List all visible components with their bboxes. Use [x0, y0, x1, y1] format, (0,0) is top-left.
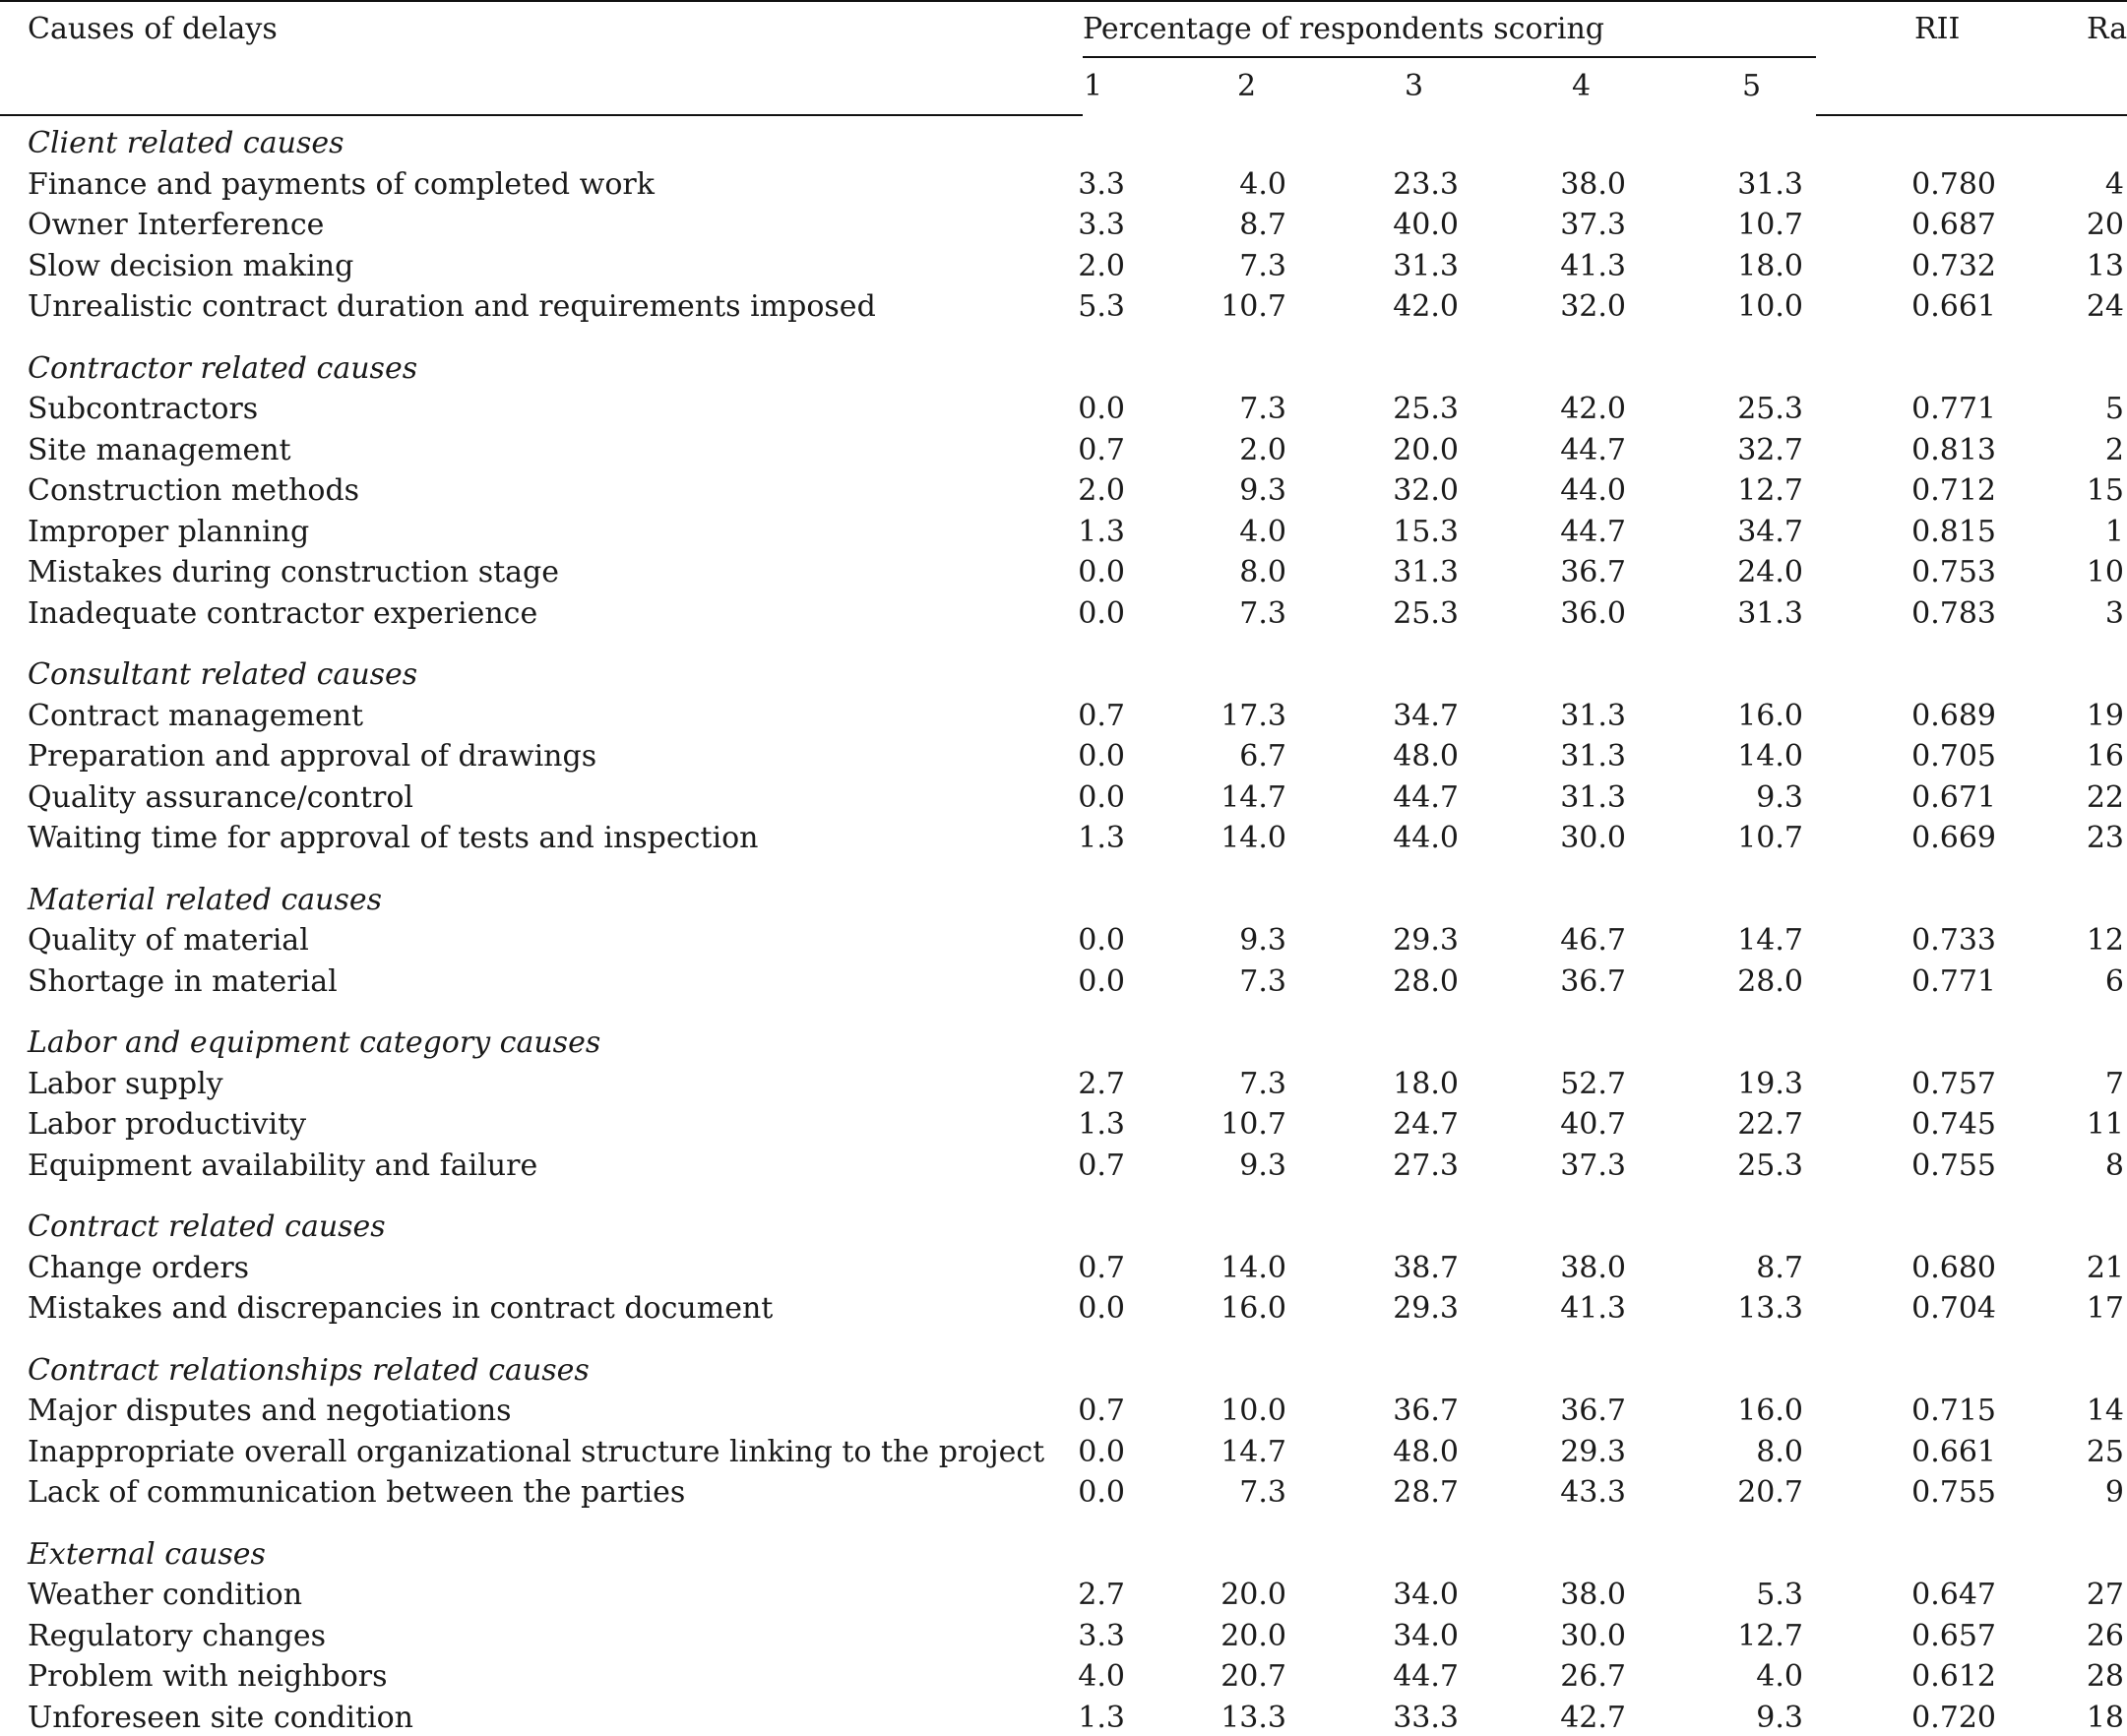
- rii-cell: 0.732: [1911, 249, 1996, 283]
- cause-label: Improper planning: [28, 515, 310, 549]
- score-4-cell: 38.0: [1560, 1251, 1626, 1285]
- rank-cell: 5: [2104, 392, 2124, 426]
- score-3-cell: 25.3: [1393, 392, 1459, 426]
- rank-cell: 25: [2086, 1435, 2124, 1469]
- score-3-cell: 31.3: [1393, 555, 1459, 589]
- category-heading: External causes: [28, 1537, 266, 1572]
- score-2-cell: 14.0: [1220, 821, 1286, 855]
- score-4-cell: 38.0: [1560, 167, 1626, 202]
- rank-cell: 27: [2086, 1578, 2124, 1612]
- rank-cell: 8: [2104, 1148, 2124, 1183]
- header-score-5: 5: [1742, 69, 1762, 103]
- category-heading: Client related causes: [28, 126, 344, 160]
- score-1-cell: 3.3: [1078, 167, 1125, 202]
- rii-cell: 0.715: [1911, 1394, 1996, 1428]
- score-5-cell: 4.0: [1756, 1659, 1803, 1694]
- header-rule-right: [1816, 114, 2127, 116]
- rank-cell: 15: [2086, 473, 2124, 508]
- score-1-cell: 0.7: [1078, 433, 1125, 467]
- score-1-cell: 1.3: [1078, 1701, 1125, 1735]
- rank-cell: 13: [2086, 249, 2124, 283]
- score-1-cell: 2.0: [1078, 249, 1125, 283]
- score-2-cell: 20.0: [1220, 1578, 1286, 1612]
- category-heading: Labor and equipment category causes: [28, 1025, 601, 1060]
- cause-label: Unrealistic contract duration and requirements imposed: [28, 289, 876, 324]
- score-5-cell: 8.0: [1756, 1435, 1803, 1469]
- rii-cell: 0.661: [1911, 289, 1996, 324]
- rank-cell: 1: [2104, 515, 2124, 549]
- rii-cell: 0.687: [1911, 208, 1996, 242]
- rank-cell: 26: [2086, 1619, 2124, 1653]
- category-heading: Contract relationships related causes: [28, 1353, 590, 1388]
- score-5-cell: 28.0: [1737, 964, 1803, 999]
- cause-label: Lack of communication between the parties: [28, 1475, 686, 1510]
- rank-cell: 21: [2086, 1251, 2124, 1285]
- score-4-cell: 42.0: [1560, 392, 1626, 426]
- header-rank: Ra: [2087, 12, 2127, 46]
- score-4-cell: 36.7: [1560, 964, 1626, 999]
- score-3-cell: 42.0: [1393, 289, 1459, 324]
- rii-cell: 0.704: [1911, 1291, 1996, 1326]
- score-4-cell: 30.0: [1560, 821, 1626, 855]
- rank-cell: 2: [2104, 433, 2124, 467]
- rank-cell: 14: [2086, 1394, 2124, 1428]
- score-2-cell: 7.3: [1239, 1475, 1286, 1510]
- cause-label: Inappropriate overall organizational structure linking to the project: [28, 1435, 1045, 1469]
- score-3-cell: 34.0: [1393, 1619, 1459, 1653]
- score-2-cell: 7.3: [1239, 392, 1286, 426]
- rank-cell: 10: [2086, 555, 2124, 589]
- score-4-cell: 44.0: [1560, 473, 1626, 508]
- score-3-cell: 48.0: [1393, 739, 1459, 774]
- score-2-cell: 4.0: [1239, 515, 1286, 549]
- score-4-cell: 36.7: [1560, 555, 1626, 589]
- rii-cell: 0.712: [1911, 473, 1996, 508]
- score-1-cell: 0.7: [1078, 699, 1125, 733]
- rii-cell: 0.720: [1911, 1701, 1996, 1735]
- cause-label: Preparation and approval of drawings: [28, 739, 597, 774]
- score-2-cell: 6.7: [1239, 739, 1286, 774]
- rii-cell: 0.705: [1911, 739, 1996, 774]
- rank-cell: 20: [2086, 208, 2124, 242]
- score-1-cell: 3.3: [1078, 1619, 1125, 1653]
- cause-label: Owner Interference: [28, 208, 325, 242]
- score-1-cell: 0.0: [1078, 392, 1125, 426]
- score-3-cell: 23.3: [1393, 167, 1459, 202]
- score-1-cell: 1.3: [1078, 515, 1125, 549]
- rii-cell: 0.671: [1911, 780, 1996, 815]
- score-4-cell: 52.7: [1560, 1067, 1626, 1101]
- score-5-cell: 10.0: [1737, 289, 1803, 324]
- category-heading: Consultant related causes: [28, 657, 418, 692]
- score-2-cell: 13.3: [1220, 1701, 1286, 1735]
- rii-cell: 0.612: [1911, 1659, 1996, 1694]
- score-2-cell: 9.3: [1239, 1148, 1286, 1183]
- rank-cell: 9: [2104, 1475, 2124, 1510]
- rii-cell: 0.755: [1911, 1475, 1996, 1510]
- rii-cell: 0.815: [1911, 515, 1996, 549]
- rii-cell: 0.647: [1911, 1578, 1996, 1612]
- score-2-cell: 20.0: [1220, 1619, 1286, 1653]
- rii-cell: 0.813: [1911, 433, 1996, 467]
- rii-cell: 0.753: [1911, 555, 1996, 589]
- score-1-cell: 1.3: [1078, 821, 1125, 855]
- score-2-cell: 20.7: [1220, 1659, 1286, 1694]
- score-5-cell: 25.3: [1737, 392, 1803, 426]
- score-5-cell: 14.0: [1737, 739, 1803, 774]
- rank-cell: 4: [2104, 167, 2124, 202]
- cause-label: Labor supply: [28, 1067, 223, 1101]
- score-3-cell: 34.7: [1393, 699, 1459, 733]
- cause-label: Problem with neighbors: [28, 1659, 388, 1694]
- score-4-cell: 44.7: [1560, 515, 1626, 549]
- cause-label: Inadequate contractor experience: [28, 596, 538, 631]
- cause-label: Weather condition: [28, 1578, 303, 1612]
- rii-cell: 0.757: [1911, 1067, 1996, 1101]
- score-3-cell: 31.3: [1393, 249, 1459, 283]
- rank-cell: 19: [2086, 699, 2124, 733]
- score-5-cell: 10.7: [1737, 821, 1803, 855]
- score-1-cell: 0.0: [1078, 1435, 1125, 1469]
- cause-label: Change orders: [28, 1251, 250, 1285]
- score-4-cell: 26.7: [1560, 1659, 1626, 1694]
- score-3-cell: 28.7: [1393, 1475, 1459, 1510]
- rank-cell: 24: [2086, 289, 2124, 324]
- score-2-cell: 16.0: [1220, 1291, 1286, 1326]
- score-2-cell: 7.3: [1239, 964, 1286, 999]
- header-score-4: 4: [1572, 69, 1592, 103]
- score-3-cell: 38.7: [1393, 1251, 1459, 1285]
- score-2-cell: 9.3: [1239, 473, 1286, 508]
- score-5-cell: 10.7: [1737, 208, 1803, 242]
- score-4-cell: 30.0: [1560, 1619, 1626, 1653]
- score-1-cell: 0.0: [1078, 1475, 1125, 1510]
- rank-cell: 12: [2086, 923, 2124, 958]
- score-3-cell: 28.0: [1393, 964, 1459, 999]
- category-heading: Contract related causes: [28, 1209, 386, 1244]
- cause-label: Slow decision making: [28, 249, 354, 283]
- score-2-cell: 14.0: [1220, 1251, 1286, 1285]
- rii-cell: 0.771: [1911, 392, 1996, 426]
- score-5-cell: 32.7: [1737, 433, 1803, 467]
- cause-label: Waiting time for approval of tests and inspection: [28, 821, 759, 855]
- rank-cell: 7: [2104, 1067, 2124, 1101]
- score-5-cell: 31.3: [1737, 167, 1803, 202]
- score-1-cell: 0.0: [1078, 739, 1125, 774]
- score-5-cell: 16.0: [1737, 699, 1803, 733]
- score-4-cell: 46.7: [1560, 923, 1626, 958]
- score-4-cell: 31.3: [1560, 699, 1626, 733]
- header-score-3: 3: [1405, 69, 1424, 103]
- category-heading: Contractor related causes: [28, 351, 418, 386]
- header-causes: Causes of delays: [28, 12, 278, 46]
- score-1-cell: 0.0: [1078, 923, 1125, 958]
- cause-label: Subcontractors: [28, 392, 259, 426]
- cause-label: Mistakes and discrepancies in contract document: [28, 1291, 774, 1326]
- score-5-cell: 24.0: [1737, 555, 1803, 589]
- score-1-cell: 1.3: [1078, 1107, 1125, 1142]
- rank-cell: 16: [2086, 739, 2124, 774]
- rank-cell: 28: [2086, 1659, 2124, 1694]
- score-3-cell: 25.3: [1393, 596, 1459, 631]
- cause-label: Labor productivity: [28, 1107, 307, 1142]
- cause-label: Shortage in material: [28, 964, 338, 999]
- rii-cell: 0.745: [1911, 1107, 1996, 1142]
- score-4-cell: 37.3: [1560, 1148, 1626, 1183]
- score-4-cell: 41.3: [1560, 1291, 1626, 1326]
- score-5-cell: 20.7: [1737, 1475, 1803, 1510]
- score-2-cell: 2.0: [1239, 433, 1286, 467]
- score-2-cell: 14.7: [1220, 1435, 1286, 1469]
- score-2-cell: 7.3: [1239, 249, 1286, 283]
- score-1-cell: 3.3: [1078, 208, 1125, 242]
- score-2-cell: 10.0: [1220, 1394, 1286, 1428]
- header-rii: RII: [1914, 12, 1961, 46]
- rank-cell: 11: [2086, 1107, 2124, 1142]
- cause-label: Mistakes during construction stage: [28, 555, 559, 589]
- score-5-cell: 9.3: [1756, 1701, 1803, 1735]
- score-2-cell: 14.7: [1220, 780, 1286, 815]
- score-1-cell: 4.0: [1078, 1659, 1125, 1694]
- score-1-cell: 2.0: [1078, 473, 1125, 508]
- score-3-cell: 40.0: [1393, 208, 1459, 242]
- rii-cell: 0.783: [1911, 596, 1996, 631]
- rii-cell: 0.771: [1911, 964, 1996, 999]
- score-1-cell: 0.0: [1078, 1291, 1125, 1326]
- cause-label: Construction methods: [28, 473, 360, 508]
- score-5-cell: 5.3: [1756, 1578, 1803, 1612]
- header-rule-left: [0, 114, 1083, 116]
- cause-label: Finance and payments of completed work: [28, 167, 655, 202]
- cause-label: Major disputes and negotiations: [28, 1394, 512, 1428]
- cause-label: Regulatory changes: [28, 1619, 326, 1653]
- rank-cell: 6: [2104, 964, 2124, 999]
- score-1-cell: 0.7: [1078, 1148, 1125, 1183]
- score-5-cell: 9.3: [1756, 780, 1803, 815]
- score-2-cell: 17.3: [1220, 699, 1286, 733]
- rii-cell: 0.680: [1911, 1251, 1996, 1285]
- score-1-cell: 0.7: [1078, 1251, 1125, 1285]
- rank-cell: 17: [2086, 1291, 2124, 1326]
- score-5-cell: 19.3: [1737, 1067, 1803, 1101]
- score-4-cell: 31.3: [1560, 739, 1626, 774]
- score-5-cell: 31.3: [1737, 596, 1803, 631]
- score-1-cell: 5.3: [1078, 289, 1125, 324]
- score-3-cell: 24.7: [1393, 1107, 1459, 1142]
- score-1-cell: 0.7: [1078, 1394, 1125, 1428]
- score-5-cell: 34.7: [1737, 515, 1803, 549]
- cause-label: Equipment availability and failure: [28, 1148, 538, 1183]
- score-5-cell: 22.7: [1737, 1107, 1803, 1142]
- score-4-cell: 42.7: [1560, 1701, 1626, 1735]
- score-3-cell: 29.3: [1393, 1291, 1459, 1326]
- score-4-cell: 43.3: [1560, 1475, 1626, 1510]
- score-3-cell: 34.0: [1393, 1578, 1459, 1612]
- score-3-cell: 44.0: [1393, 821, 1459, 855]
- top-rule: [0, 0, 2127, 2]
- score-4-cell: 32.0: [1560, 289, 1626, 324]
- score-3-cell: 33.3: [1393, 1701, 1459, 1735]
- score-1-cell: 0.0: [1078, 780, 1125, 815]
- score-1-cell: 2.7: [1078, 1578, 1125, 1612]
- score-3-cell: 27.3: [1393, 1148, 1459, 1183]
- rii-cell: 0.780: [1911, 167, 1996, 202]
- score-4-cell: 31.3: [1560, 780, 1626, 815]
- score-2-cell: 10.7: [1220, 289, 1286, 324]
- cause-label: Unforeseen site condition: [28, 1701, 413, 1735]
- category-heading: Material related causes: [28, 883, 383, 917]
- rank-cell: 3: [2104, 596, 2124, 631]
- rii-cell: 0.689: [1911, 699, 1996, 733]
- header-score-1: 1: [1084, 69, 1103, 103]
- header-percentage: Percentage of respondents scoring: [1083, 12, 1605, 46]
- rii-cell: 0.661: [1911, 1435, 1996, 1469]
- cause-label: Quality of material: [28, 923, 309, 958]
- score-5-cell: 13.3: [1737, 1291, 1803, 1326]
- score-1-cell: 0.0: [1078, 964, 1125, 999]
- rank-cell: 18: [2086, 1701, 2124, 1735]
- score-4-cell: 36.0: [1560, 596, 1626, 631]
- score-2-cell: 4.0: [1239, 167, 1286, 202]
- rii-cell: 0.657: [1911, 1619, 1996, 1653]
- score-1-cell: 0.0: [1078, 555, 1125, 589]
- score-5-cell: 16.0: [1737, 1394, 1803, 1428]
- score-3-cell: 32.0: [1393, 473, 1459, 508]
- score-4-cell: 36.7: [1560, 1394, 1626, 1428]
- score-5-cell: 14.7: [1737, 923, 1803, 958]
- score-1-cell: 2.7: [1078, 1067, 1125, 1101]
- rii-cell: 0.733: [1911, 923, 1996, 958]
- score-2-cell: 7.3: [1239, 596, 1286, 631]
- cause-label: Site management: [28, 433, 291, 467]
- cause-label: Quality assurance/control: [28, 780, 413, 815]
- score-3-cell: 48.0: [1393, 1435, 1459, 1469]
- header-score-2: 2: [1237, 69, 1257, 103]
- score-4-cell: 38.0: [1560, 1578, 1626, 1612]
- score-5-cell: 12.7: [1737, 473, 1803, 508]
- score-3-cell: 29.3: [1393, 923, 1459, 958]
- score-3-cell: 44.7: [1393, 1659, 1459, 1694]
- score-4-cell: 41.3: [1560, 249, 1626, 283]
- percentage-underline: [1083, 56, 1816, 58]
- score-4-cell: 29.3: [1560, 1435, 1626, 1469]
- score-3-cell: 15.3: [1393, 515, 1459, 549]
- score-5-cell: 12.7: [1737, 1619, 1803, 1653]
- rank-cell: 23: [2086, 821, 2124, 855]
- score-3-cell: 20.0: [1393, 433, 1459, 467]
- rii-cell: 0.669: [1911, 821, 1996, 855]
- score-2-cell: 10.7: [1220, 1107, 1286, 1142]
- score-5-cell: 18.0: [1737, 249, 1803, 283]
- score-5-cell: 25.3: [1737, 1148, 1803, 1183]
- rii-cell: 0.755: [1911, 1148, 1996, 1183]
- score-3-cell: 36.7: [1393, 1394, 1459, 1428]
- score-2-cell: 8.7: [1239, 208, 1286, 242]
- score-2-cell: 8.0: [1239, 555, 1286, 589]
- score-4-cell: 40.7: [1560, 1107, 1626, 1142]
- cause-label: Contract management: [28, 699, 364, 733]
- score-5-cell: 8.7: [1756, 1251, 1803, 1285]
- score-3-cell: 18.0: [1393, 1067, 1459, 1101]
- score-4-cell: 44.7: [1560, 433, 1626, 467]
- score-3-cell: 44.7: [1393, 780, 1459, 815]
- score-2-cell: 7.3: [1239, 1067, 1286, 1101]
- score-4-cell: 37.3: [1560, 208, 1626, 242]
- score-1-cell: 0.0: [1078, 596, 1125, 631]
- rank-cell: 22: [2086, 780, 2124, 815]
- score-2-cell: 9.3: [1239, 923, 1286, 958]
